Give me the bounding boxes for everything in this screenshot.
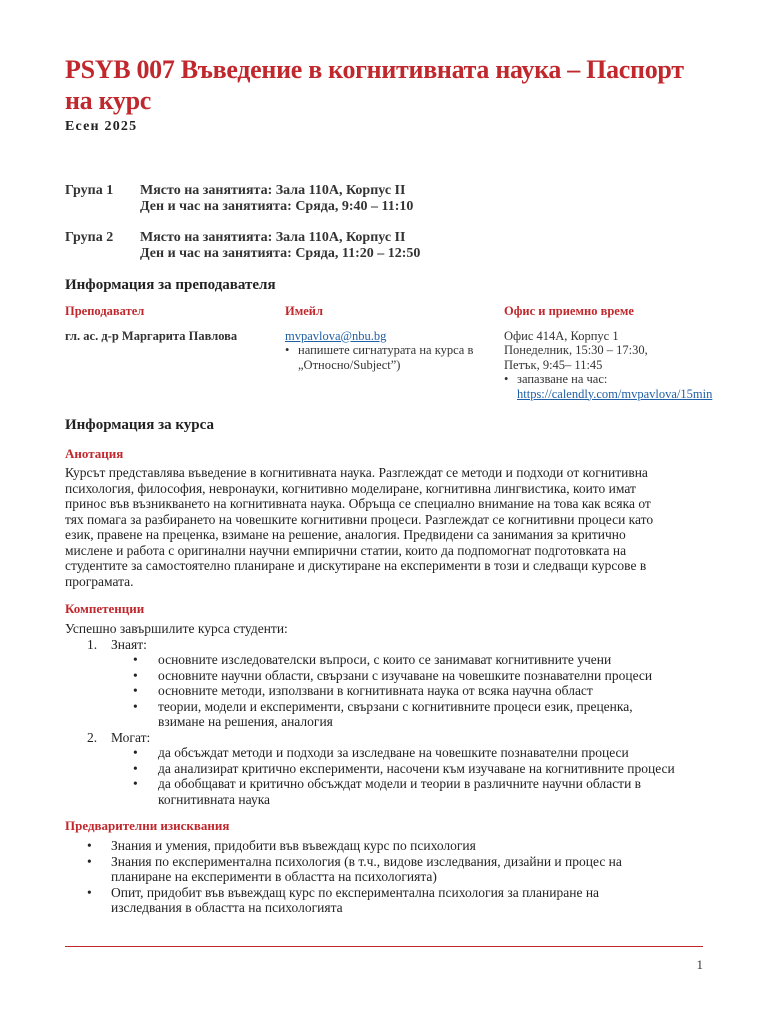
email-note: • напишете сигнатурата на курса в „Относно/Subject”) bbox=[285, 343, 495, 372]
column-header-office: Офис и приемно време bbox=[504, 304, 634, 318]
list-item-continuation: изследвания в областта на психологията bbox=[111, 900, 343, 915]
page-title: PSYB 007 Въведение в когнитивната наука – Паспорт на курс bbox=[65, 55, 684, 115]
instructor-name: гл. ас. д-р Маргарита Павлова bbox=[65, 328, 238, 343]
list-item: • основните методи, използвани в когнитивната наука от всяка научна област bbox=[133, 683, 593, 698]
prereq-heading: Предварителни изисквания bbox=[65, 818, 230, 833]
abstract-line: програмата. bbox=[65, 573, 134, 589]
footer-divider bbox=[65, 946, 703, 947]
group-label: Група 1 bbox=[65, 183, 114, 198]
list-item-continuation: взимане на решения, аналогия bbox=[158, 714, 333, 729]
course-info-heading: Информация за курса bbox=[65, 417, 214, 433]
list-item: • да обсъждат методи и подходи за изследване на човешките познавателни процеси bbox=[133, 745, 629, 760]
abstract-text bbox=[65, 465, 705, 589]
booking-link[interactable]: https://calendly.com/mvpavlova/15min bbox=[517, 386, 713, 401]
competence-group-knowledge bbox=[65, 637, 705, 653]
instructor-heading: Информация за преподавателя bbox=[65, 277, 276, 293]
abstract-heading: Анотация bbox=[65, 446, 124, 461]
abstract-line: студентите за самостоятелно планиране и дискутиране на експерименти в този и следващи курсове в bbox=[65, 558, 647, 573]
column-header-instructor: Преподавател bbox=[65, 304, 145, 318]
office-column bbox=[504, 304, 734, 401]
list-item: • да анализират критично експерименти, насочени към изучаване на когнитивните процеси bbox=[133, 760, 675, 776]
abstract-line: мислене и работа с оригинални научни емпирични статии, които да подпомогнат подготовката на bbox=[65, 542, 627, 558]
email-link[interactable]: mvpavlova@nbu.bg bbox=[285, 328, 387, 343]
list-item: • теории, модели и експерименти, свързани с когнитивните процеси език, преценка, bbox=[133, 698, 633, 714]
instructor-column bbox=[65, 304, 275, 343]
office-line: Понеделник, 15:30 – 17:30, bbox=[504, 343, 648, 357]
list-item: • основните научни области, свързани с изучаване на човешките познавателни процеси bbox=[133, 667, 653, 683]
email-column bbox=[285, 304, 495, 372]
list-number: 1. bbox=[87, 636, 98, 652]
abstract-line: език, правене на преценка, взимане на решение, аналогия. Предвидени са занимания за критично bbox=[65, 527, 626, 542]
group-place: Място на занятията: Зала 110А, Корпус II bbox=[140, 183, 406, 198]
abstract-line: тях помага за разбирането на човешките когнитивни процеси. Разглеждат се когнитивни процеси като bbox=[65, 511, 654, 527]
competence-heading: Компетенции bbox=[65, 601, 145, 616]
list-item: • да обобщават и критично обсъждат модели и теории в различните научни области в bbox=[133, 776, 642, 791]
competence-list bbox=[65, 621, 705, 807]
abstract-line: психология, философия, невронауки, когнитивно моделиране, когнитивна лингвистика, които имат bbox=[65, 480, 636, 496]
booking-item bbox=[504, 372, 734, 401]
abstract-line: принос във възникването на когнитивната наука. Обръща се специално внимание на това как всяка от bbox=[65, 496, 651, 511]
list-item-continuation: когнитивната наука bbox=[158, 791, 271, 807]
list-number: 2. bbox=[87, 729, 98, 745]
group-label: Група 2 bbox=[65, 230, 114, 245]
abstract-line: Курсът представлява въведение в когнитивната наука. Разглеждат се методи и подходи от когнитивна bbox=[65, 465, 648, 480]
competence-intro: Успешно завършилите курса студенти: bbox=[65, 621, 288, 636]
group-time: Ден и час на занятията: Сряда, 11:20 – 12:50 bbox=[140, 246, 421, 261]
list-item: • Опит, придобит във въвеждащ курс по експериментална психология за планиране на bbox=[87, 884, 600, 900]
list-item: • Знания и умения, придобити във въвеждащ курс по психология bbox=[87, 838, 476, 853]
office-line: Офис 414А, Корпус 1 bbox=[504, 328, 619, 343]
term-label: Есен 2025 bbox=[65, 119, 138, 134]
column-header-email: Имейл bbox=[285, 304, 324, 318]
list-item: • основните изследователски въпроси, с които се занимават когнитивните учени bbox=[133, 652, 612, 667]
page-number: 1 bbox=[696, 957, 703, 972]
list-item-continuation: планиране на експерименти в областта на психологията) bbox=[111, 869, 437, 884]
list-item: • Знания по експериментална психология (в т.ч., видове изследвания, дизайни и процес на bbox=[87, 853, 622, 869]
competence-group-label: Знаят: bbox=[111, 636, 147, 652]
prereq-list bbox=[65, 838, 705, 916]
office-line: Петък, 9:45– 11:45 bbox=[504, 357, 603, 372]
group-time: Ден и час на занятията: Сряда, 9:40 – 11:10 bbox=[140, 199, 414, 214]
competence-group-label: Могат: bbox=[111, 729, 151, 745]
group-place: Място на занятията: Зала 110А, Корпус II bbox=[140, 230, 406, 245]
booking-label: запазване на час: bbox=[517, 372, 608, 386]
competence-group-skills bbox=[65, 730, 705, 746]
